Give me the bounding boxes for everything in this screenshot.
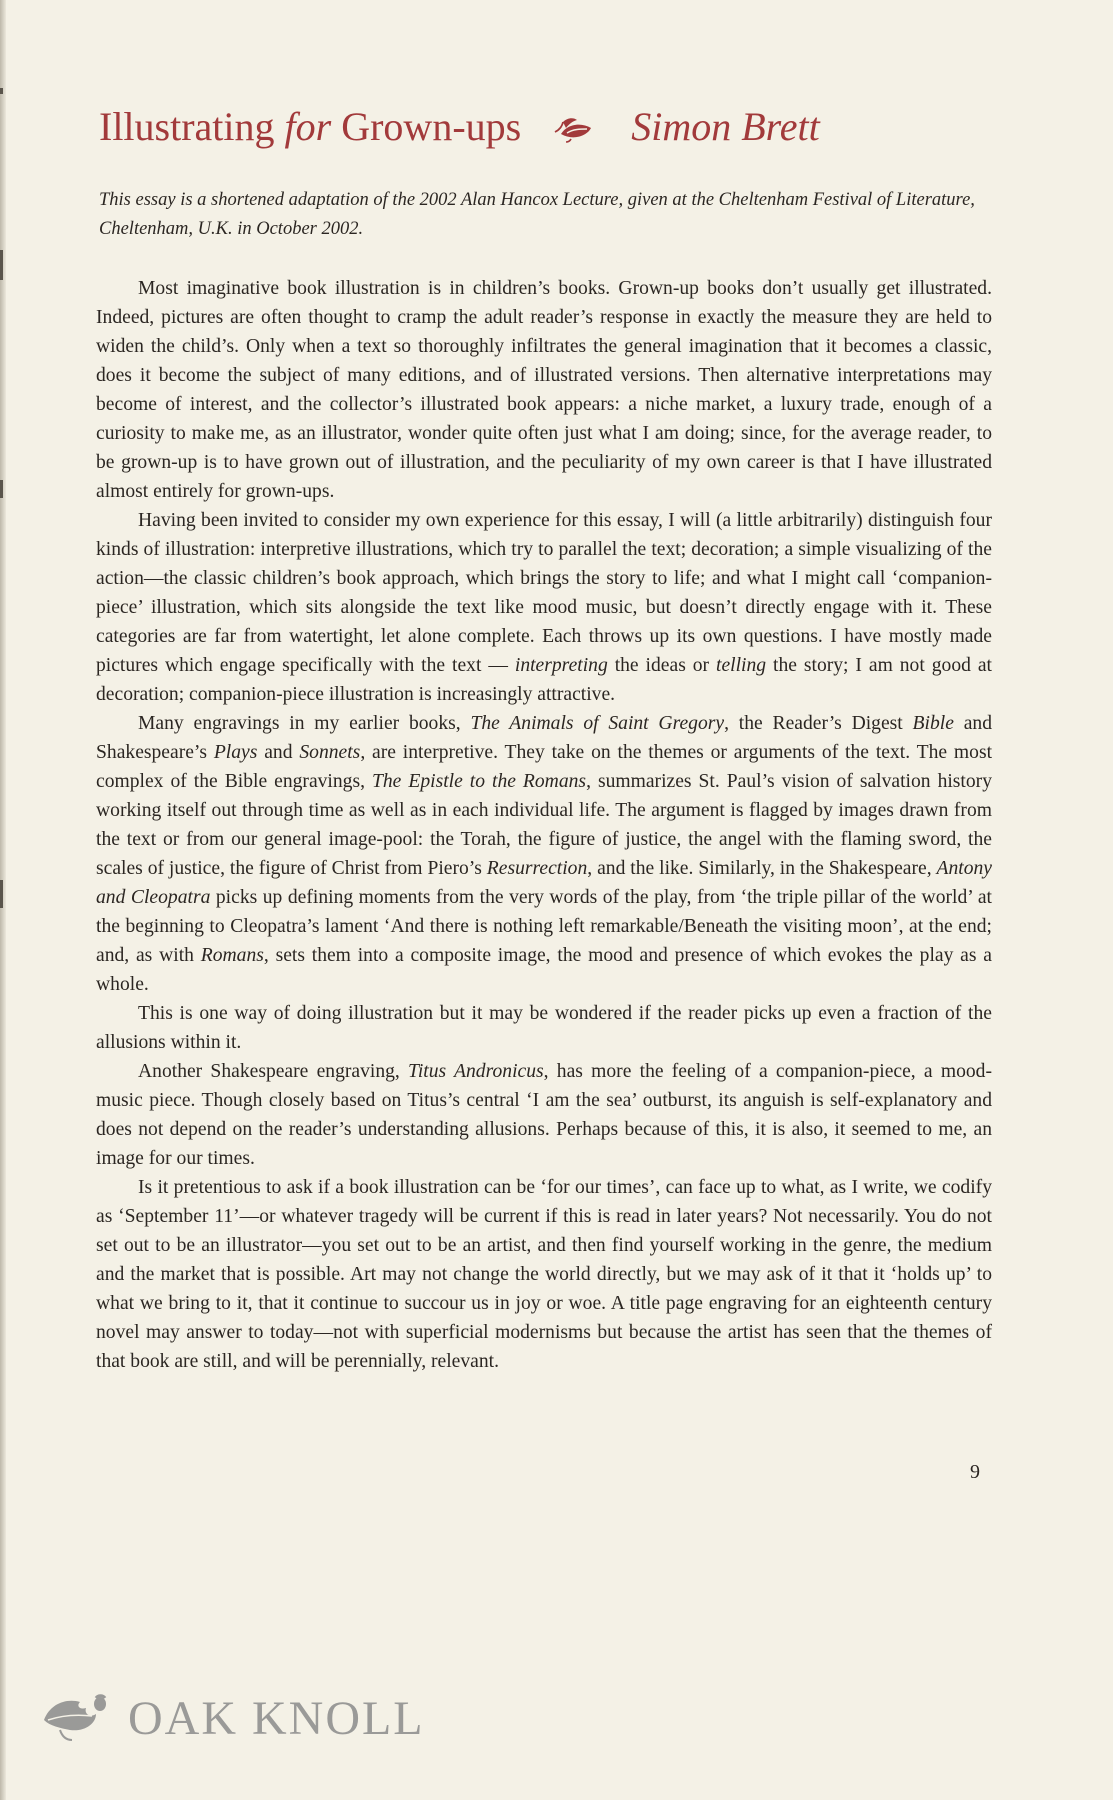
binding-mark [0,250,3,280]
essay-intro-note: This essay is a shortened adaptation of the 2002 Alan Hancox Lecture, given at the Cheltenham Festival of Literature, Cheltenham, U.K. in October 2002. [99,190,975,239]
binding-mark [0,88,3,94]
paragraph: Many engravings in my earlier books, The Animals of Saint Gregory, the Reader’s Digest Bible and Shakespeare’s Plays and Sonnets, are interpretive. They take on the themes or arguments of the text. The most complex of the Bible engravings, The Epistle to the Romans, summarizes St. Paul’s vision of salvation history working itself out through time as well as in each individual life. The argument is flagged by images drawn from the text or from our general image-pool: the Torah, the figure of justice, the angel with the flaming sword, the scales of justice, the figure of Christ from Piero’s Resurrection, and the like. Similarly, in the Shakespeare, Antony and Cleopatra picks up defining moments from the very words of the play, from ‘the triple pillar of the world’ at the beginning to Cleopatra’s lament ‘And there is nothing left remarkable/Beneath the visiting moon’, at the end; and, as with Romans, sets them into a composite image, the mood and presence of which evokes the play as a whole. [96,713,993,995]
paragraph: Is it pretentious to ask if a book illustration can be ‘for our times’, can face up to what, as I write, we codify as ‘September 11’—or whatever tragedy will be current if this is read in later years? Not necessarily. You do not set out to be an illustrator—you set out to be an artist, and then find yourself working in the genre, the medium and the market that is possible. Art may not change the world directly, but we may ask of it that it ‘holds up’ to what we bring to it, that it continue to succour us in joy or woe. A title page engraving for an eighteenth century novel may answer to today—not with superficial modernisms but because the artist has seen that the themes of that book are still, and will be perennially, relevant. [96,1177,992,1372]
paragraph: Another Shakespeare engraving, Titus Andronicus, has more the feeling of a companion-piece, a mood-music piece. Though closely based on Titus’s central ‘I am the sea’ outburst, its anguish is self-explanatory and does not depend on the reader’s understanding allusions. Perhaps because of this, it is also, it seemed to me, an image for our times. [96,1061,992,1169]
essay-title [99,100,1019,158]
binding-mark [0,480,3,498]
fleuron-icon [553,104,595,158]
paragraph: Having been invited to consider my own experience for this essay, I will (a little arbitrarily) distinguish four kinds of illustration: interpretive illustrations, which try to parallel the text; decoration; a simple visualizing of the action—the classic children’s book approach, which brings the story to life; and what I might call ‘companion-piece’ illustration, which sits alongside the text like mood music, but doesn’t directly engage with it. These categories are far from watertight, let alone complete. Each throws up its own questions. I have mostly made pictures which engage specifically with the text — interpreting the ideas or telling the story; I am not good at decoration; companion-piece illustration is increasingly attractive. [96,510,992,705]
title-for: for [284,104,332,149]
watermark-text: OAK KNOLL [128,1692,425,1745]
page-number: 9 [970,1461,980,1483]
oak-leaf-icon [40,1690,114,1747]
author-name: Simon Brett [631,104,820,149]
paragraph: This is one way of doing illustration but it may be wondered if the reader picks up even a fraction of the allusions within it. [96,1003,992,1053]
title-text: Illustrating [99,104,285,149]
binding-mark [0,880,3,908]
paragraph: Most imaginative book illustration is in children’s books. Grown-up books don’t usually get illustrated. Indeed, pictures are often thought to cramp the adult reader’s response in exactly the measure they are held to widen the child’s. Only when a text so thoroughly infiltrates the general imagination that it becomes a classic, does it become the subject of many editions, and of illustrated versions. Then alternative interpretations may become of interest, and the collector’s illustrated book appears: a niche market, a luxury trade, enough of a curiosity to make me, as an illustrator, wonder quite often just what I am doing; since, for the average reader, to be grown-up is to have grown out of illustration, and the peculiarity of my own career is that I have illustrated almost entirely for grown-ups. [96,278,992,502]
essay-body [96,274,992,1376]
watermark [40,1690,425,1747]
title-text-end: Grown-ups [331,104,522,149]
